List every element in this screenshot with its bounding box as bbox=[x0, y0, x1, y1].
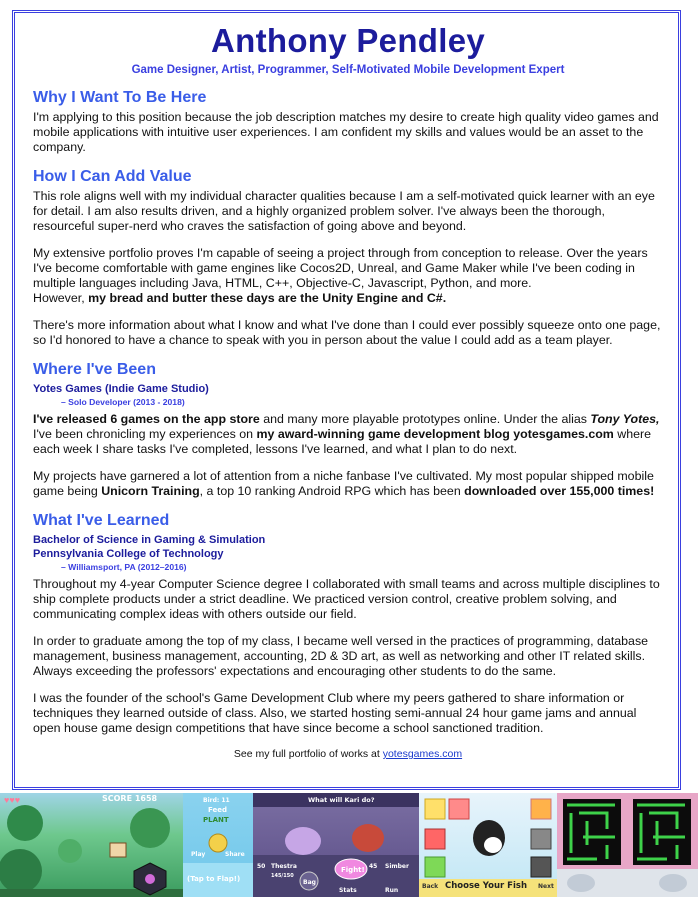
paragraph: In order to graduate among the top of my class, I became well versed in the practices of programming, database management, business management, accounting, 2D & 3D art, as well as networking and other IT related skills. Always exceeding the professors' expectations and encouraging other students to do the same. bbox=[33, 634, 649, 678]
play-button: Play bbox=[191, 851, 206, 858]
section-heading-been: Where I've Been bbox=[33, 361, 156, 378]
forest-scene bbox=[0, 793, 183, 897]
game-screenshot-flappy bbox=[183, 793, 253, 897]
tagline: Game Designer, Artist, Programmer, Self-Motivated Mobile Development Expert bbox=[131, 64, 565, 76]
game-screenshot-forest bbox=[0, 793, 183, 897]
fight-button: Fight! bbox=[341, 866, 365, 874]
emphasis: I've released 6 games on the app store bbox=[33, 412, 260, 426]
school-name: Pennsylvania College of Technology bbox=[33, 548, 224, 560]
paragraph: This role aligns well with my individual character qualities because I am a self-motivated quick learner with an eye for detail. I am also results driven, and a highly organized problem solver. I've always been the thorough, resourceful super-nerd who craves the satisfaction of going above and beyond. bbox=[33, 189, 655, 233]
section-heading-why: Why I Want To Be Here bbox=[33, 89, 207, 106]
paragraph-text: However, bbox=[33, 291, 89, 305]
school-dates: – Williamsport, PA (2012–2016) bbox=[61, 562, 187, 572]
paragraph-text: My projects have garnered a lot of attention from a niche fanbase I've cultivated. My most popular shipped mobile game being bbox=[33, 469, 654, 498]
plant-label: PLANT bbox=[203, 816, 229, 824]
degree-name: Bachelor of Science in Gaming & Simulation bbox=[33, 534, 266, 546]
right-level: 45 bbox=[369, 863, 378, 870]
page-title: Anthony Pendley bbox=[210, 22, 486, 59]
org-name: Yotes Games (Indie Game Studio) bbox=[33, 383, 209, 395]
paragraph-text: I've been chronicling my experiences on bbox=[33, 427, 257, 441]
emphasis: my award-winning game development blog yotesgames.com bbox=[256, 427, 614, 441]
next-button: Next bbox=[538, 883, 554, 890]
back-button: Back bbox=[422, 883, 439, 890]
left-name: Thestra bbox=[271, 863, 297, 870]
battle-prompt: What will Kari do? bbox=[308, 796, 375, 804]
paragraph bbox=[33, 246, 663, 306]
paragraph: There's more information about what I know and what I've done than I could ever possibly squeeze onto one page, so I'd honored to have a chance to speak with you in person about the value I could add as a team player. bbox=[33, 318, 661, 347]
emphasis: Tony Yotes, bbox=[590, 412, 660, 426]
game-screenshot-battle bbox=[253, 793, 419, 897]
role-dates: – Solo Developer (2013 - 2018) bbox=[61, 397, 185, 407]
portfolio-text: See my full portfolio of works at bbox=[233, 748, 383, 760]
bird-count: Bird: 11 bbox=[203, 797, 230, 804]
paragraph-text: where each week I share tasks I've completed, lessons I've learned, and what I plan to do next. bbox=[33, 427, 652, 456]
left-hp: 145/150 bbox=[271, 873, 294, 879]
paragraph bbox=[33, 469, 663, 499]
feed-label: Feed bbox=[208, 806, 228, 814]
right-name: Simber bbox=[385, 863, 409, 870]
emphasis: Unicorn Training bbox=[101, 484, 200, 498]
emphasis: my bread and butter these days are the Unity Engine and C# bbox=[88, 291, 443, 305]
game-screenshot-maze bbox=[557, 793, 698, 897]
bag-button: Bag bbox=[303, 879, 316, 886]
left-level: 50 bbox=[257, 863, 266, 870]
portfolio-line bbox=[33, 748, 663, 760]
score-label: SCORE 1658 bbox=[102, 794, 158, 803]
paragraph bbox=[33, 412, 663, 457]
portfolio-screenshots bbox=[0, 793, 698, 897]
paragraph: Throughout my 4-year Computer Science degree I collaborated with small teams and across multiple disciplines to ship complete products under a strict deadline. We practiced version control, creative problem solving, and communicating complex ideas with others outside our field. bbox=[33, 577, 660, 621]
svg-text:♥♥♥: ♥♥♥ bbox=[4, 795, 21, 805]
section-heading-learned: What I've Learned bbox=[33, 512, 170, 529]
run-button: Run bbox=[385, 887, 399, 894]
section-heading-value: How I Can Add Value bbox=[33, 168, 192, 185]
stats-button: Stats bbox=[339, 887, 357, 894]
cover-letter bbox=[33, 22, 663, 760]
paragraph: I'm applying to this position because the job description matches my desire to create high quality video games and mobile applications with intuitive user experiences. I am confident my skills and values would be an asset to the company. bbox=[33, 110, 659, 154]
emphasis: downloaded over 155,000 times! bbox=[464, 484, 655, 498]
tap-label: (Tap to Flap!) bbox=[187, 875, 241, 883]
portfolio-link[interactable]: yotesgames.com bbox=[382, 748, 463, 760]
share-button: Share bbox=[225, 851, 245, 858]
emphasis: . bbox=[442, 291, 447, 305]
paragraph-text: and many more playable prototypes online. Under the alias bbox=[259, 412, 591, 426]
battle-scene bbox=[253, 793, 419, 897]
maze-scene bbox=[557, 793, 698, 897]
paragraph: I was the founder of the school's Game Development Club where my peers gathered to share information or techniques they learned outside of class. Also, we started hosting semi-annual 24 hour game jams and annual open house game design competitions that have since become a school sanctioned tradition. bbox=[33, 691, 637, 735]
choose-fish-title: Choose Your Fish bbox=[445, 881, 527, 891]
paragraph-text: , a top 10 ranking Android RPG which has been bbox=[199, 484, 465, 498]
game-screenshot-fish bbox=[419, 793, 557, 897]
paragraph-text: My extensive portfolio proves I'm capable of seeing a project through from conception to release. Over the years I've become comfortable with game engines like Cocos2D, Unreal, and Game Maker while I've been coding in multiple languages including Java, HTML, C++, Objective-C, Javascript, Python, and more. bbox=[33, 246, 648, 290]
